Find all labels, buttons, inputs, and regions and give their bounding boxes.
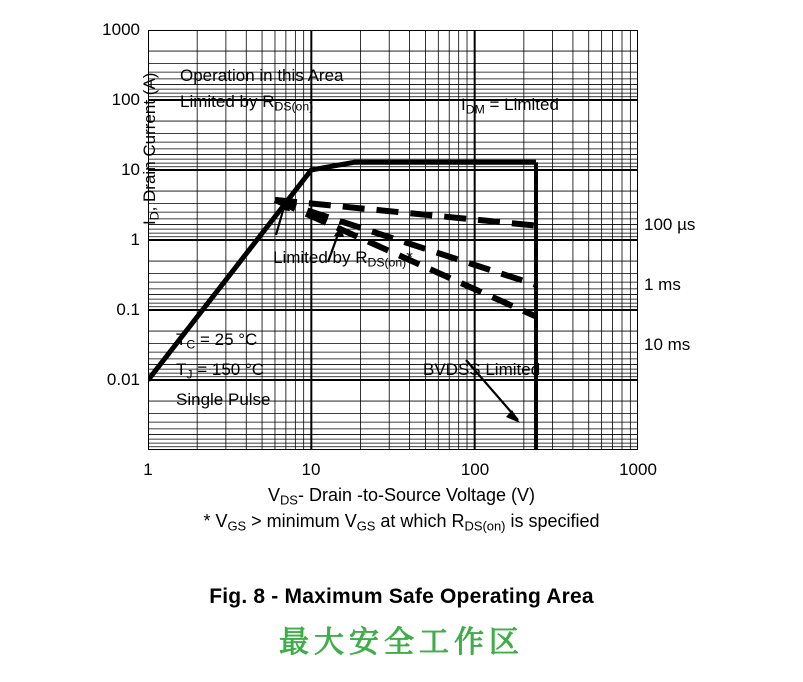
x-axis-title-suffix: - Drain -to-Source Voltage (V) <box>297 485 536 505</box>
y-tick-1: 1 <box>130 230 140 249</box>
y-axis-title-prefix: I <box>140 220 159 225</box>
bvdss-limited-text: BVDSS Limited <box>423 360 541 379</box>
condition-tj-sub: J <box>186 367 193 382</box>
limited-by-rdson-note <box>273 248 413 269</box>
curve-label-1ms-text: 1 ms <box>644 275 681 294</box>
curve-label-10ms <box>644 335 690 355</box>
x-axis-title-sub: DS <box>279 492 298 508</box>
footnote-part-4: is specified <box>505 511 600 531</box>
condition-tc-sub: C <box>186 337 196 352</box>
condition-tc <box>176 330 257 351</box>
x-tick-10: 10 <box>301 460 321 479</box>
footnote-sub-2: GS <box>356 518 376 534</box>
condition-tc-prefix: T <box>176 330 187 349</box>
condition-tj-value: = 150 °C <box>192 360 265 379</box>
y-axis-title-sub: D <box>147 211 162 221</box>
condition-single-pulse-text: Single Pulse <box>176 390 271 409</box>
footnote-part-2: > minimum V <box>246 511 357 531</box>
condition-tc-value: = 25 °C <box>195 330 258 349</box>
operation-area-note-line1-text: Operation in this Area <box>180 66 344 85</box>
curve-label-100us-text: 100 µs <box>644 215 696 234</box>
y-axis-title <box>140 73 161 225</box>
y-tick-100: 100 <box>111 90 140 109</box>
condition-single-pulse <box>176 390 271 410</box>
y-tick-0-01: 0.01 <box>106 370 140 389</box>
y-tick-0-1: 0.1 <box>116 300 140 319</box>
footnote-sub-3: DS(on) <box>464 518 506 534</box>
figure-caption-cn: 最大安全工作区 <box>279 626 524 659</box>
idm-label-prefix: I <box>461 95 466 114</box>
limited-by-rdson-prefix: Limited by R <box>273 248 368 267</box>
operation-area-note-line2 <box>180 92 313 113</box>
limited-by-rdson-sub: DS(on) <box>367 255 407 270</box>
x-axis-title-prefix: V <box>267 485 280 505</box>
idm-label-sub: DM <box>465 102 485 117</box>
limited-by-rdson-star: * <box>406 248 413 267</box>
y-tick-10: 10 <box>121 160 140 179</box>
idm-limited-note <box>461 95 559 116</box>
y-tick-1000: 1000 <box>102 20 140 39</box>
footnote-sub-1: GS <box>227 518 247 534</box>
curve-1ms <box>275 200 536 285</box>
curve-label-100us <box>644 215 695 235</box>
x-tick-100: 100 <box>460 460 490 479</box>
condition-tj <box>176 360 264 381</box>
curve-label-10ms-text: 10 ms <box>644 335 691 354</box>
operation-area-note-line2-text: Limited by R <box>180 92 275 111</box>
y-axis-title-suffix: , Drain Current (A) <box>140 72 159 212</box>
x-tick-1: 1 <box>143 460 153 479</box>
bvdss-limited-note <box>423 360 540 380</box>
x-tick-1000: 1000 <box>619 460 657 479</box>
footnote <box>0 511 803 534</box>
curve-label-1ms <box>644 275 681 295</box>
operation-area-note-line1 <box>180 66 343 86</box>
condition-tj-prefix: T <box>176 360 187 379</box>
footnote-part-1: * V <box>203 511 228 531</box>
operation-area-note-line2-sub: DS(on) <box>274 99 314 114</box>
footnote-part-3: at which R <box>375 511 465 531</box>
x-axis-title <box>0 485 803 508</box>
idm-label-suffix: = Limited <box>484 95 559 114</box>
figure-caption-en: Fig. 8 - Maximum Safe Operating Area <box>209 585 594 608</box>
chart-plot-area <box>102 20 696 479</box>
